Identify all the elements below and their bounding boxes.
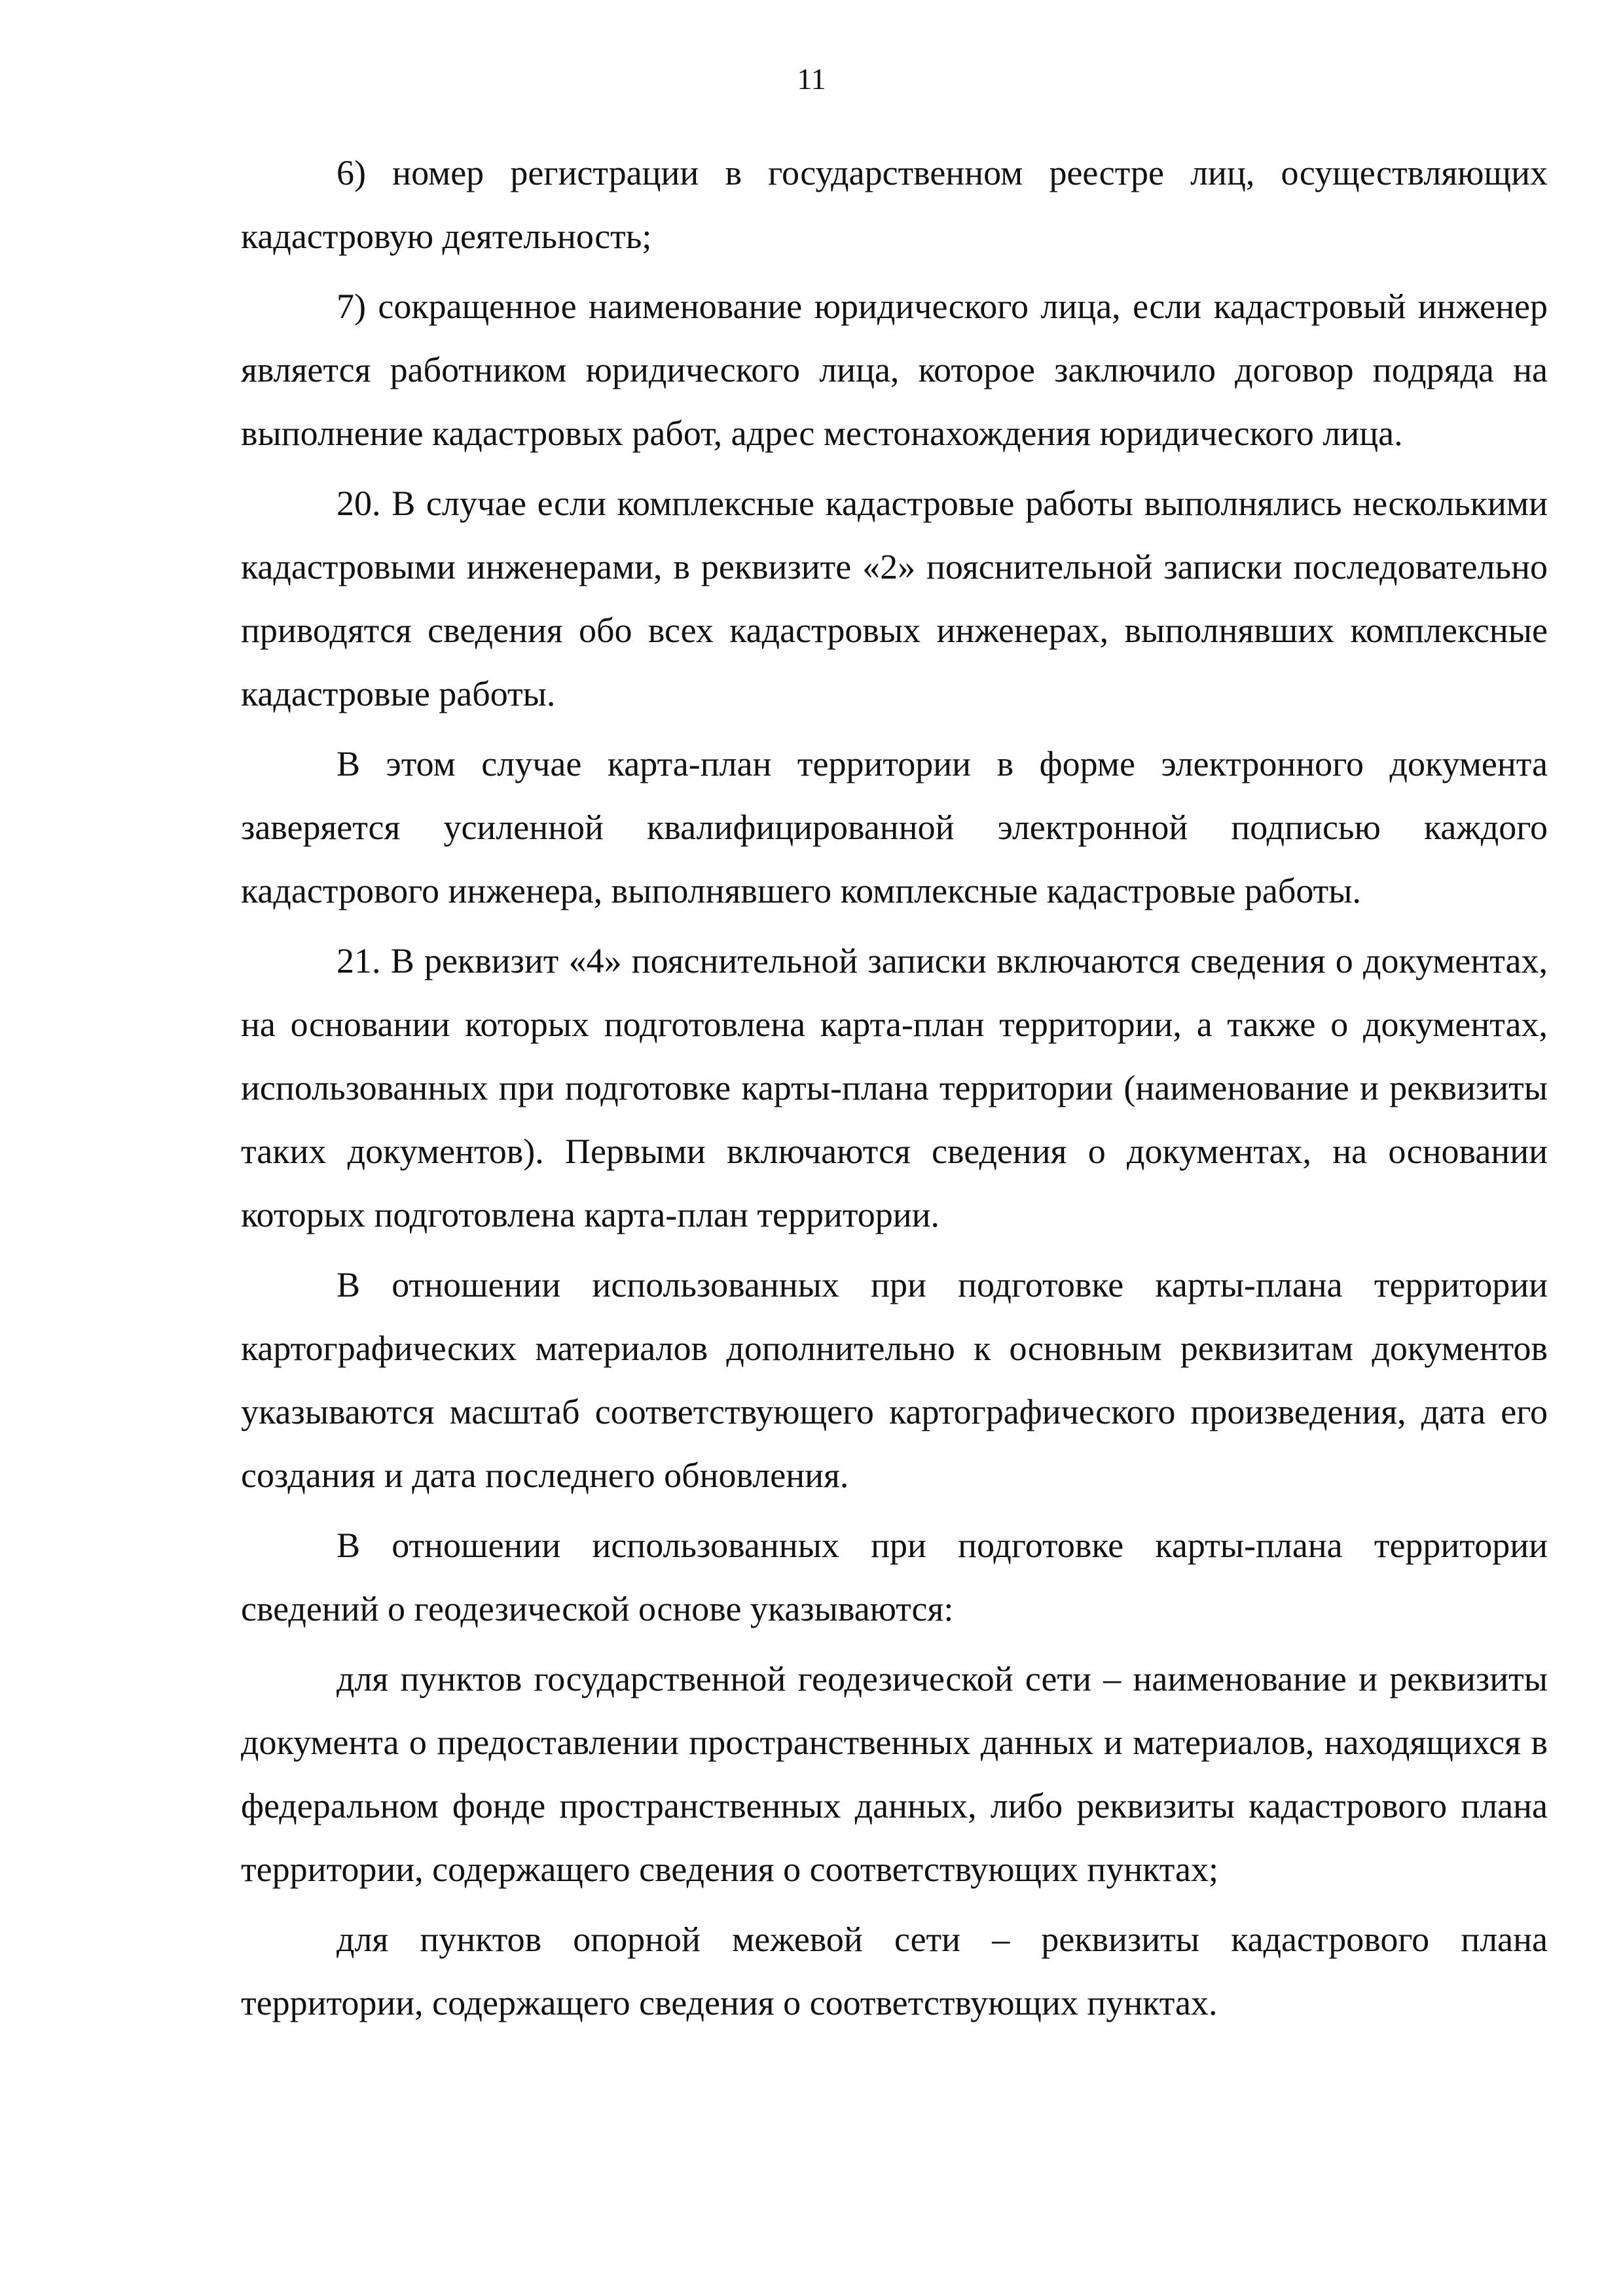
paragraph-clause-21: 21. В реквизит «4» пояснительной записки включаются сведения о документах, на основании которых подготовлена карта-план территории, а также о документах, использованных при подготовке карты-плана территории (наименование и реквизиты таких документов). Первыми включаются сведения о документах, на основании которых подготовлена карта-план территории. bbox=[241, 941, 1548, 1234]
paragraph-item-6: 6) номер регистрации в государственном реестре лиц, осуществляющих кадастровую деятельность; bbox=[241, 153, 1548, 256]
paragraph-signature-note: В этом случае карта-план территории в форме электронного документа заверяется усиленной квалифицированной электронной подписью каждого кадастрового инженера, выполнявшего комплексные кадастровые работы. bbox=[241, 744, 1548, 910]
paragraph-cartographic-materials: В отношении использованных при подготовке карты-плана территории картографических материалов дополнительно к основным реквизитам документов указываются масштаб соответствующего картографического произведения, дата его создания и дата последнего обновления. bbox=[241, 1265, 1548, 1495]
paragraph-clause-20: 20. В случае если комплексные кадастровые работы выполнялись несколькими кадастровыми инженерами, в реквизите «2» пояснительной записки последовательно приводятся сведения обо всех кадастровых инженерах, выполнявших комплексные кадастровые работы. bbox=[241, 484, 1548, 713]
document-body bbox=[241, 141, 1548, 2037]
paragraph-state-geodetic-network: для пунктов государственной геодезической сети – наименование и реквизиты документа о предоставлении пространственных данных и материалов, находящихся в федеральном фонде пространственных данных, либо реквизиты кадастрового плана территории, содержащего сведения о соответствующих пунктах; bbox=[241, 1659, 1548, 1889]
page-number: 11 bbox=[797, 62, 826, 96]
paragraph-item-7: 7) сокращенное наименование юридического лица, если кадастровый инженер является работником юридического лица, которое заключило договор подряда на выполнение кадастровых работ, адрес местонахождения юридического лица. bbox=[241, 287, 1548, 453]
paragraph-geodetic-basis: В отношении использованных при подготовке карты-плана территории сведений о геодезической основе указываются: bbox=[241, 1526, 1548, 1628]
paragraph-reference-boundary-network: для пунктов опорной межевой сети – реквизиты кадастрового плана территории, содержащего сведения о соответствующих пунктах. bbox=[241, 1920, 1548, 2022]
